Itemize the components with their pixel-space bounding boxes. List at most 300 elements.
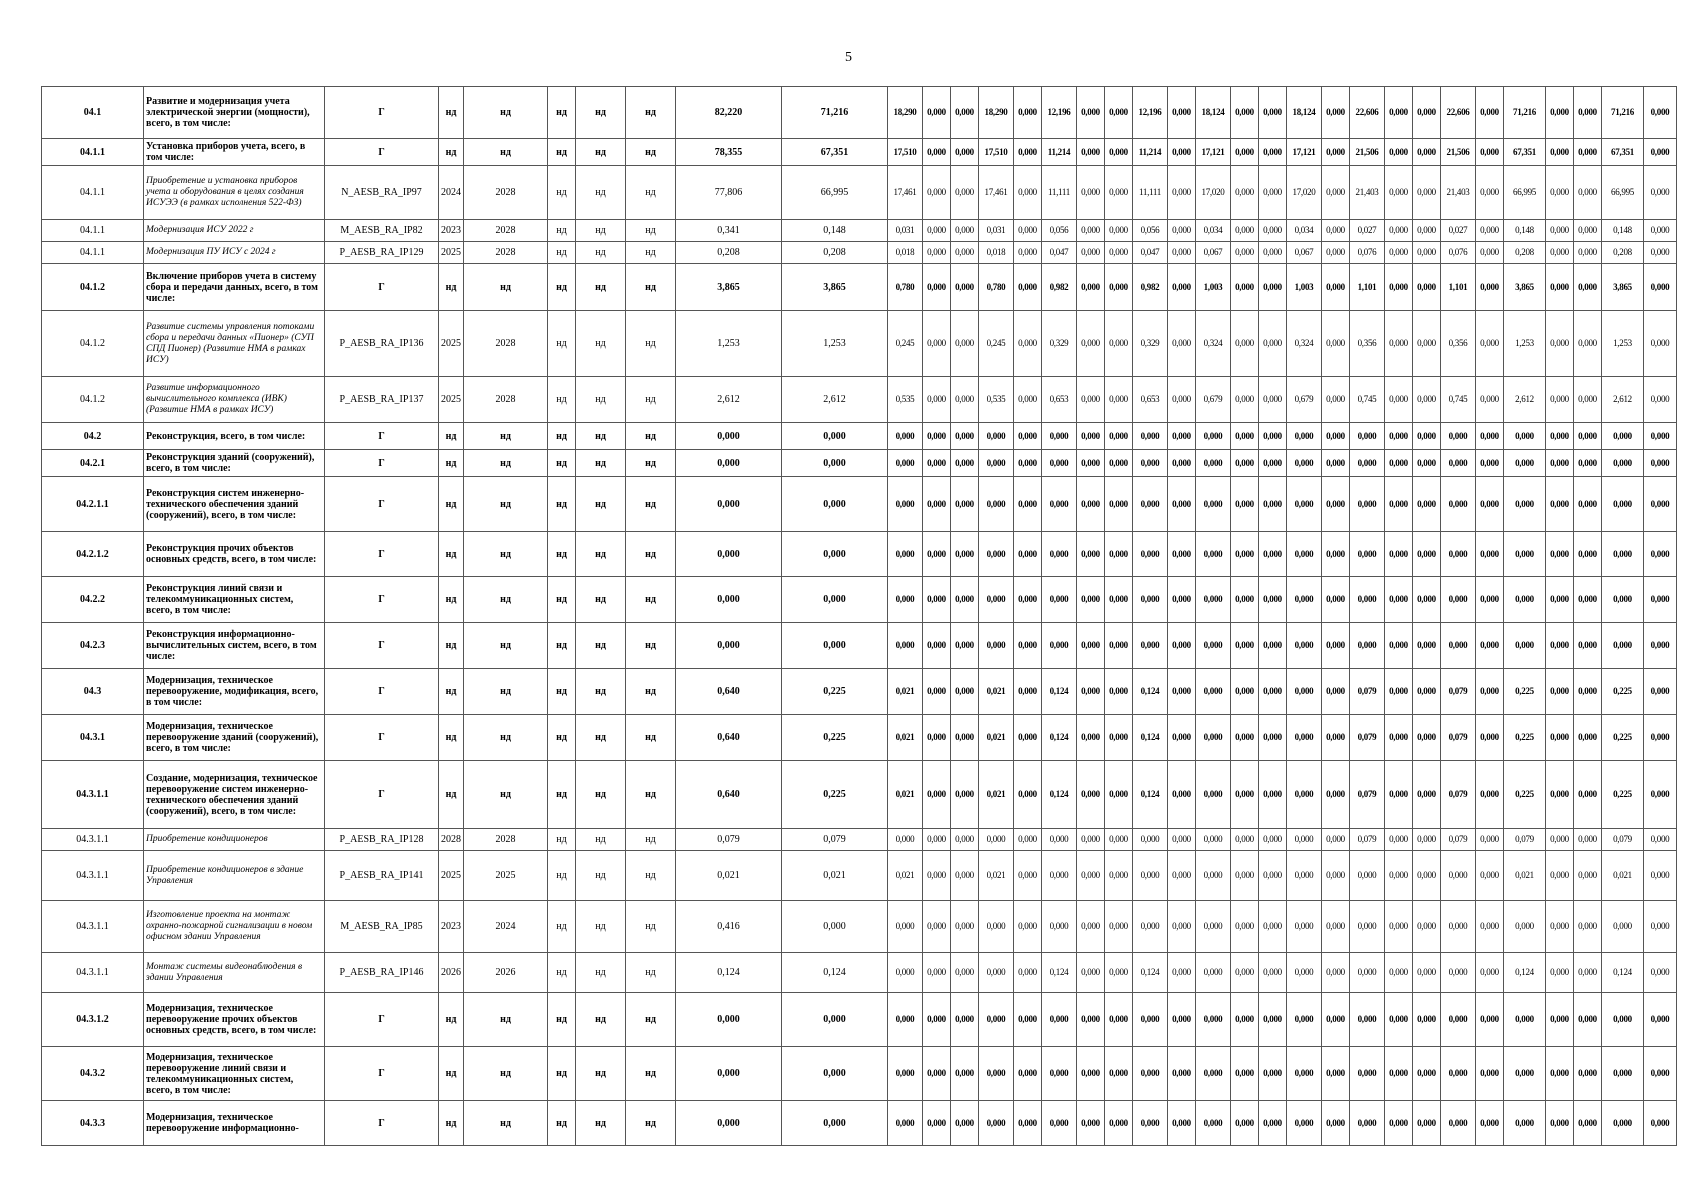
- table-cell: 11,111: [1133, 166, 1168, 220]
- table-cell: 0,000: [1014, 377, 1042, 423]
- table-cell: нд: [626, 423, 676, 450]
- table-cell: 0,000: [1231, 1101, 1259, 1146]
- table-cell: 0,000: [1574, 953, 1602, 993]
- table-cell: нд: [576, 993, 626, 1047]
- table-cell: 0,000: [1476, 242, 1504, 264]
- table-cell: 0,000: [1322, 87, 1350, 139]
- table-cell: 0,000: [1168, 450, 1196, 477]
- table-cell: 0,000: [1196, 761, 1231, 829]
- table-cell: 0,225: [1602, 761, 1644, 829]
- table-cell: 0,000: [1168, 311, 1196, 377]
- table-cell: 0,000: [1504, 623, 1546, 669]
- table-cell: 0,000: [1105, 477, 1133, 532]
- table-cell: P_AESB_RA_IP137: [325, 377, 439, 423]
- row-code: 04.1.2: [42, 377, 144, 423]
- table-cell: 0,000: [1105, 377, 1133, 423]
- row-name: Модернизация ИСУ 2022 г: [144, 220, 325, 242]
- table-cell: 0,245: [979, 311, 1014, 377]
- table-cell: 0,535: [888, 377, 923, 423]
- table-cell: 0,000: [1322, 761, 1350, 829]
- table-cell: 0,000: [1196, 623, 1231, 669]
- table-cell: 0,000: [1476, 953, 1504, 993]
- table-cell: 12,196: [1133, 87, 1168, 139]
- table-cell: 21,403: [1441, 166, 1476, 220]
- table-cell: 71,216: [782, 87, 888, 139]
- table-cell: нд: [439, 264, 464, 311]
- table-cell: 0,000: [888, 953, 923, 993]
- table-cell: 0,000: [1644, 450, 1677, 477]
- table-cell: 0,000: [1441, 477, 1476, 532]
- table-row: [42, 761, 1677, 829]
- table-cell: 0,000: [1259, 139, 1287, 166]
- table-cell: нд: [576, 311, 626, 377]
- table-cell: 0,000: [1476, 577, 1504, 623]
- table-cell: 0,000: [1287, 1047, 1322, 1101]
- table-cell: 0,148: [1602, 220, 1644, 242]
- table-cell: 0,653: [1133, 377, 1168, 423]
- table-cell: нд: [439, 477, 464, 532]
- table-cell: 2,612: [782, 377, 888, 423]
- table-cell: 0,000: [1077, 311, 1105, 377]
- table-cell: 2028: [464, 377, 548, 423]
- table-cell: 0,000: [1602, 901, 1644, 953]
- row-code: 04.1.1: [42, 139, 144, 166]
- table-cell: 1,253: [1504, 311, 1546, 377]
- table-cell: 0,000: [923, 901, 951, 953]
- table-cell: нд: [548, 166, 576, 220]
- table-cell: 0,079: [1350, 715, 1385, 761]
- table-cell: 0,000: [1385, 477, 1413, 532]
- row-name: Развитие и модернизация учета электрической энергии (мощности), всего, в том числе:: [144, 87, 325, 139]
- table-cell: 0,000: [1077, 220, 1105, 242]
- table-cell: M_AESB_RA_IP82: [325, 220, 439, 242]
- table-cell: 0,000: [923, 264, 951, 311]
- table-cell: 0,679: [1196, 377, 1231, 423]
- table-cell: 0,000: [1014, 901, 1042, 953]
- table-cell: 18,124: [1196, 87, 1231, 139]
- table-cell: нд: [626, 1101, 676, 1146]
- row-code: 04.2: [42, 423, 144, 450]
- table-cell: 0,000: [1546, 577, 1574, 623]
- table-cell: 0,000: [1042, 423, 1077, 450]
- table-cell: 17,461: [888, 166, 923, 220]
- table-cell: нд: [548, 901, 576, 953]
- table-cell: 0,000: [1259, 532, 1287, 577]
- table-cell: 0,000: [1133, 993, 1168, 1047]
- table-row: [42, 166, 1677, 220]
- table-cell: 21,506: [1350, 139, 1385, 166]
- table-cell: 0,000: [1168, 242, 1196, 264]
- table-cell: 2028: [464, 311, 548, 377]
- table-cell: 2026: [439, 953, 464, 993]
- table-cell: 0,000: [1231, 669, 1259, 715]
- table-cell: 0,000: [1287, 450, 1322, 477]
- table-cell: 0,000: [1287, 623, 1322, 669]
- table-cell: 0,000: [1014, 423, 1042, 450]
- table-cell: 0,000: [1196, 577, 1231, 623]
- table-cell: 17,510: [979, 139, 1014, 166]
- table-cell: 0,000: [979, 1101, 1014, 1146]
- row-code: 04.2.3: [42, 623, 144, 669]
- table-cell: 0,000: [1322, 264, 1350, 311]
- table-cell: 0,076: [1350, 242, 1385, 264]
- table-cell: 0,000: [1413, 311, 1441, 377]
- table-cell: 78,355: [676, 139, 782, 166]
- table-cell: 0,000: [1287, 477, 1322, 532]
- table-cell: 0,067: [1196, 242, 1231, 264]
- table-cell: 0,000: [1413, 577, 1441, 623]
- table-cell: 0,000: [1105, 87, 1133, 139]
- table-cell: нд: [464, 1101, 548, 1146]
- table-cell: 0,225: [1504, 715, 1546, 761]
- table-cell: 0,000: [1413, 423, 1441, 450]
- table-cell: 2025: [464, 851, 548, 901]
- table-cell: 0,000: [1259, 901, 1287, 953]
- table-cell: 0,000: [1322, 953, 1350, 993]
- table-row: [42, 242, 1677, 264]
- table-cell: 0,000: [1168, 953, 1196, 993]
- table-cell: 1,101: [1350, 264, 1385, 311]
- table-cell: 0,000: [1014, 953, 1042, 993]
- table-cell: 0,000: [888, 423, 923, 450]
- table-cell: Г: [325, 264, 439, 311]
- table-cell: 0,000: [1574, 220, 1602, 242]
- table-cell: 0,124: [1133, 669, 1168, 715]
- table-cell: нд: [576, 264, 626, 311]
- table-cell: 0,000: [923, 851, 951, 901]
- table-cell: нд: [576, 829, 626, 851]
- table-cell: 0,000: [1413, 242, 1441, 264]
- table-cell: 0,000: [923, 577, 951, 623]
- table-cell: 0,000: [1077, 901, 1105, 953]
- table-cell: 0,000: [1546, 715, 1574, 761]
- table-cell: нд: [576, 761, 626, 829]
- table-cell: 0,000: [923, 623, 951, 669]
- table-cell: 0,225: [1602, 669, 1644, 715]
- table-cell: 0,000: [1196, 669, 1231, 715]
- table-cell: 0,000: [1476, 377, 1504, 423]
- table-cell: 0,000: [1231, 901, 1259, 953]
- table-cell: 0,000: [1322, 829, 1350, 851]
- table-cell: 0,056: [1133, 220, 1168, 242]
- table-cell: 0,000: [1413, 623, 1441, 669]
- table-cell: 0,640: [676, 669, 782, 715]
- table-cell: 0,000: [1413, 851, 1441, 901]
- table-cell: нд: [626, 220, 676, 242]
- table-cell: 0,000: [1476, 450, 1504, 477]
- table-cell: 0,000: [1441, 901, 1476, 953]
- table-cell: нд: [548, 450, 576, 477]
- page-number: 5: [845, 50, 852, 65]
- table-cell: 0,000: [676, 450, 782, 477]
- table-cell: 17,510: [888, 139, 923, 166]
- table-cell: 0,079: [1350, 761, 1385, 829]
- table-cell: 0,000: [1546, 450, 1574, 477]
- table-cell: нд: [464, 450, 548, 477]
- table-cell: 0,208: [1602, 242, 1644, 264]
- table-cell: 0,324: [1287, 311, 1322, 377]
- table-cell: 0,000: [1231, 577, 1259, 623]
- table-cell: 0,000: [951, 993, 979, 1047]
- table-cell: 0,000: [1287, 953, 1322, 993]
- table-cell: 0,000: [1385, 450, 1413, 477]
- table-cell: 0,000: [1322, 993, 1350, 1047]
- table-cell: 0,000: [951, 264, 979, 311]
- table-cell: 0,076: [1441, 242, 1476, 264]
- table-cell: 0,000: [1168, 993, 1196, 1047]
- table-cell: 0,000: [1476, 669, 1504, 715]
- table-cell: 0,000: [1476, 1101, 1504, 1146]
- table-cell: 0,000: [1287, 761, 1322, 829]
- table-cell: 0,000: [1133, 532, 1168, 577]
- table-cell: нд: [626, 87, 676, 139]
- row-code: 04.3.1.1: [42, 851, 144, 901]
- table-cell: нд: [548, 264, 576, 311]
- table-cell: 0,000: [782, 577, 888, 623]
- table-cell: 0,000: [1077, 761, 1105, 829]
- table-cell: 0,000: [1413, 450, 1441, 477]
- table-cell: 0,000: [1476, 761, 1504, 829]
- table-cell: 0,000: [1168, 532, 1196, 577]
- table-cell: 0,000: [979, 829, 1014, 851]
- table-cell: 0,000: [951, 623, 979, 669]
- table-cell: 0,021: [888, 715, 923, 761]
- table-cell: 0,000: [1385, 242, 1413, 264]
- table-cell: 0,000: [1168, 577, 1196, 623]
- table-cell: 0,000: [1077, 87, 1105, 139]
- table-cell: 0,000: [951, 669, 979, 715]
- table-cell: 0,000: [1504, 1101, 1546, 1146]
- table-cell: 0,000: [676, 1047, 782, 1101]
- table-cell: 0,000: [1077, 993, 1105, 1047]
- table-cell: 0,000: [979, 623, 1014, 669]
- table-cell: 0,416: [676, 901, 782, 953]
- table-cell: 0,000: [1014, 311, 1042, 377]
- table-cell: 0,000: [951, 311, 979, 377]
- table-cell: 0,000: [1644, 166, 1677, 220]
- table-cell: 0,124: [1042, 715, 1077, 761]
- table-cell: 0,000: [1350, 477, 1385, 532]
- table-cell: 0,000: [1322, 577, 1350, 623]
- table-cell: 0,208: [1504, 242, 1546, 264]
- table-cell: 0,000: [1574, 166, 1602, 220]
- table-cell: 0,000: [1259, 851, 1287, 901]
- table-cell: 0,780: [979, 264, 1014, 311]
- table-cell: 0,000: [1644, 761, 1677, 829]
- table-cell: 0,000: [1259, 669, 1287, 715]
- table-cell: 0,000: [979, 532, 1014, 577]
- row-name: Монтаж системы видеонаблюдения в здании Управления: [144, 953, 325, 993]
- table-cell: 0,000: [1077, 715, 1105, 761]
- table-cell: 0,000: [1322, 450, 1350, 477]
- table-cell: нд: [576, 953, 626, 993]
- table-cell: 0,000: [888, 532, 923, 577]
- table-row: [42, 993, 1677, 1047]
- table-cell: 0,000: [1042, 477, 1077, 532]
- table-cell: 0,018: [979, 242, 1014, 264]
- table-row: [42, 715, 1677, 761]
- row-code: 04.1.1: [42, 242, 144, 264]
- table-cell: 0,000: [1476, 220, 1504, 242]
- table-cell: 0,000: [1350, 1047, 1385, 1101]
- table-cell: 0,000: [782, 1047, 888, 1101]
- table-cell: нд: [576, 623, 626, 669]
- table-cell: 0,000: [1287, 851, 1322, 901]
- table-cell: 0,000: [923, 715, 951, 761]
- table-cell: 0,000: [1385, 953, 1413, 993]
- table-cell: 0,000: [951, 761, 979, 829]
- table-cell: 2026: [464, 953, 548, 993]
- table-cell: 0,000: [1077, 829, 1105, 851]
- table-cell: 22,606: [1441, 87, 1476, 139]
- table-cell: нд: [576, 532, 626, 577]
- table-cell: 0,000: [1196, 450, 1231, 477]
- table-cell: 0,000: [1105, 450, 1133, 477]
- table-cell: 0,000: [1168, 715, 1196, 761]
- table-cell: нд: [576, 377, 626, 423]
- table-cell: 0,000: [1231, 953, 1259, 993]
- table-cell: 0,000: [1644, 220, 1677, 242]
- table-cell: 0,000: [1602, 450, 1644, 477]
- table-cell: 0,000: [1077, 669, 1105, 715]
- table-cell: 0,000: [979, 477, 1014, 532]
- table-cell: 0,000: [951, 715, 979, 761]
- table-cell: 0,000: [1014, 993, 1042, 1047]
- row-name: Модернизация, техническое перевооружение прочих объектов основных средств, всего, в том числе:: [144, 993, 325, 1047]
- table-cell: 0,000: [1574, 139, 1602, 166]
- table-cell: 0,000: [923, 829, 951, 851]
- table-cell: 0,000: [1476, 264, 1504, 311]
- table-cell: 0,000: [1644, 669, 1677, 715]
- table-cell: 0,000: [923, 242, 951, 264]
- row-name: Приобретение и установка приборов учета и оборудования в целях создания ИСУЭЭ (в рамках исполнения 522-ФЗ): [144, 166, 325, 220]
- table-cell: 0,000: [1350, 901, 1385, 953]
- table-cell: 0,000: [1385, 264, 1413, 311]
- table-cell: нд: [548, 139, 576, 166]
- table-cell: Г: [325, 623, 439, 669]
- table-cell: 0,000: [1287, 577, 1322, 623]
- table-cell: 0,000: [1644, 377, 1677, 423]
- table-cell: 0,000: [1413, 1101, 1441, 1146]
- row-code: 04.2.2: [42, 577, 144, 623]
- table-cell: 0,079: [1441, 761, 1476, 829]
- table-cell: 0,000: [1259, 1047, 1287, 1101]
- table-cell: 0,000: [1476, 423, 1504, 450]
- table-cell: 0,329: [1042, 311, 1077, 377]
- table-cell: 0,000: [1385, 377, 1413, 423]
- table-cell: 0,000: [923, 166, 951, 220]
- table-cell: 0,000: [1546, 1101, 1574, 1146]
- table-cell: нд: [548, 715, 576, 761]
- table-row: [42, 669, 1677, 715]
- table-cell: 0,000: [1287, 1101, 1322, 1146]
- table-cell: 0,000: [1385, 423, 1413, 450]
- table-cell: 0,000: [1322, 1047, 1350, 1101]
- row-name: Создание, модернизация, техническое перевооружение систем инженерно-технического обеспечения зданий (сооружений), всего, в том числе:: [144, 761, 325, 829]
- table-cell: нд: [626, 715, 676, 761]
- table-cell: 17,121: [1196, 139, 1231, 166]
- table-cell: 0,000: [951, 1047, 979, 1101]
- table-cell: 0,000: [1413, 761, 1441, 829]
- table-cell: 0,225: [1504, 761, 1546, 829]
- table-cell: 0,982: [1133, 264, 1168, 311]
- table-cell: 0,000: [1168, 1047, 1196, 1101]
- table-row: [42, 477, 1677, 532]
- table-cell: 0,324: [1196, 311, 1231, 377]
- table-cell: 0,000: [1287, 901, 1322, 953]
- row-name: Модернизация ПУ ИСУ с 2024 г: [144, 242, 325, 264]
- table-row: [42, 220, 1677, 242]
- table-cell: нд: [548, 851, 576, 901]
- table-cell: 67,351: [782, 139, 888, 166]
- table-cell: 0,000: [1077, 851, 1105, 901]
- table-cell: 0,000: [1231, 242, 1259, 264]
- table-cell: 0,000: [1504, 993, 1546, 1047]
- table-cell: 0,000: [1644, 477, 1677, 532]
- table-cell: 0,000: [1574, 242, 1602, 264]
- table-cell: 0,000: [1546, 829, 1574, 851]
- table-cell: 0,000: [1259, 953, 1287, 993]
- table-cell: 0,000: [1105, 715, 1133, 761]
- table-cell: 0,000: [1574, 477, 1602, 532]
- table-cell: 77,806: [676, 166, 782, 220]
- table-cell: 0,000: [1014, 851, 1042, 901]
- table-cell: 0,021: [782, 851, 888, 901]
- table-row: [42, 139, 1677, 166]
- table-row: [42, 450, 1677, 477]
- table-cell: 0,021: [888, 851, 923, 901]
- table-cell: 0,000: [1476, 311, 1504, 377]
- table-cell: 0,000: [1322, 669, 1350, 715]
- table-row: [42, 623, 1677, 669]
- table-cell: 0,000: [1014, 1101, 1042, 1146]
- row-name: Модернизация, техническое перевооружение информационно-: [144, 1101, 325, 1146]
- table-cell: 0,000: [1105, 532, 1133, 577]
- table-cell: 0,000: [1413, 532, 1441, 577]
- table-cell: 0,000: [1077, 242, 1105, 264]
- table-cell: 0,000: [951, 851, 979, 901]
- table-row: [42, 377, 1677, 423]
- table-cell: 0,000: [1105, 901, 1133, 953]
- table-cell: нд: [464, 715, 548, 761]
- table-cell: 0,000: [1259, 87, 1287, 139]
- table-cell: 0,000: [1077, 953, 1105, 993]
- table-cell: 0,000: [979, 1047, 1014, 1101]
- table-cell: 0,000: [951, 139, 979, 166]
- table-cell: нд: [439, 532, 464, 577]
- table-cell: 0,000: [1322, 220, 1350, 242]
- table-cell: 0,124: [1042, 761, 1077, 829]
- table-cell: 0,000: [1133, 851, 1168, 901]
- table-cell: 0,000: [1385, 166, 1413, 220]
- table-cell: нд: [548, 953, 576, 993]
- table-cell: нд: [548, 423, 576, 450]
- table-cell: 0,000: [923, 1047, 951, 1101]
- table-cell: 3,865: [782, 264, 888, 311]
- table-cell: 0,000: [1105, 166, 1133, 220]
- table-cell: 0,000: [1322, 851, 1350, 901]
- table-cell: 0,000: [1644, 1047, 1677, 1101]
- table-cell: нд: [439, 1101, 464, 1146]
- table-cell: 0,000: [923, 761, 951, 829]
- table-cell: 0,000: [1042, 901, 1077, 953]
- table-cell: 0,000: [1413, 377, 1441, 423]
- table-cell: 0,079: [1504, 829, 1546, 851]
- table-cell: 0,000: [1231, 139, 1259, 166]
- table-cell: 0,000: [1574, 761, 1602, 829]
- table-cell: 0,000: [1602, 623, 1644, 669]
- table-cell: 0,000: [1077, 623, 1105, 669]
